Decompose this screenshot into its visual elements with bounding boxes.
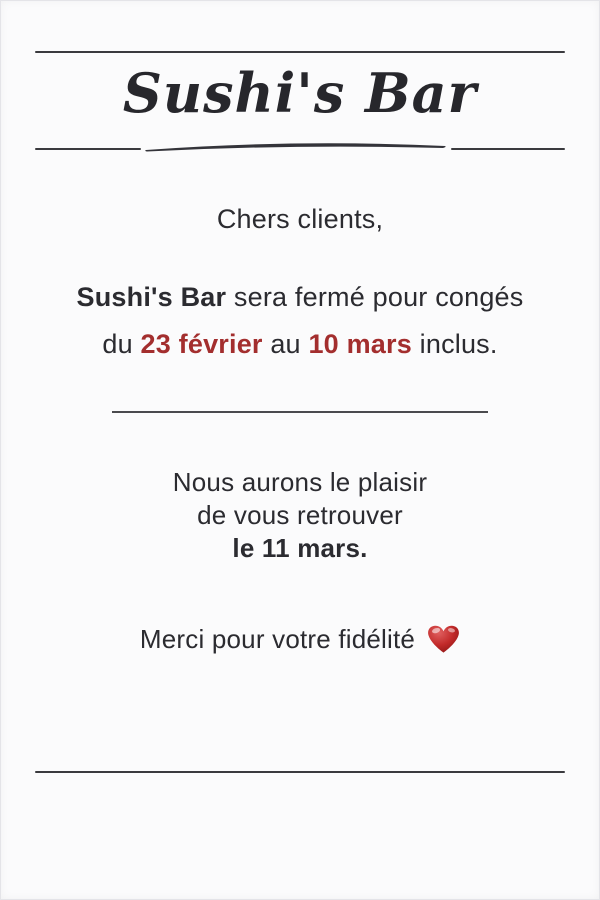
bottom-rule xyxy=(35,771,565,773)
date-connector: au xyxy=(262,329,309,359)
heart-icon xyxy=(427,625,460,654)
thanks-message xyxy=(0,616,600,663)
brand-name: Sushi's Bar xyxy=(76,282,227,312)
top-rule xyxy=(35,51,565,53)
greeting-text: Chers clients, xyxy=(216,204,384,234)
section-divider xyxy=(112,411,488,413)
closure-text: sera fermé pour congés xyxy=(226,282,524,312)
date-suffix: inclus. xyxy=(411,329,498,359)
closure-start-date: 23 février xyxy=(140,329,263,359)
swash-flourish-icon xyxy=(145,138,447,156)
restaurant-title: Sushi's Bar xyxy=(122,61,478,125)
closure-announcement xyxy=(0,274,600,368)
thanks-text: Merci pour votre fidélité xyxy=(139,624,416,654)
title-underline xyxy=(35,138,565,156)
closure-end-date: 10 mars xyxy=(308,329,412,359)
underline-left-segment xyxy=(35,148,141,150)
reopening-line-1: Nous aurons le plaisir xyxy=(172,467,428,497)
date-prefix: du xyxy=(102,329,141,359)
reopening-line-2: de vous retrouver xyxy=(197,500,403,530)
underline-right-segment xyxy=(451,148,565,150)
reopening-message xyxy=(0,466,600,565)
reopening-date: le 11 mars. xyxy=(232,533,368,563)
